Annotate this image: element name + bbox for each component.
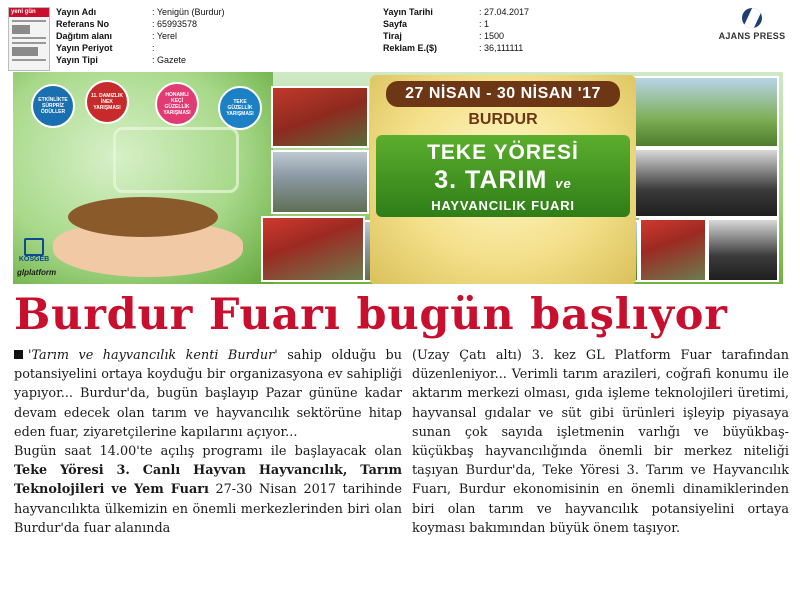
kosgeb-logo-text: KOSGEB	[18, 256, 50, 263]
meta-row	[383, 42, 529, 54]
meta-label: Yayın Periyot	[56, 43, 113, 53]
fair-photo	[639, 218, 707, 282]
publication-info-right	[383, 6, 529, 54]
cow-photo	[625, 76, 779, 148]
meta-label: Yayın Adı	[56, 7, 97, 17]
meta-value: : Yenigün (Burdur)	[152, 7, 225, 17]
article-headline: Burdur Fuarı bugün başlıyor	[14, 290, 728, 340]
meta-row	[56, 18, 225, 30]
meta-label: Sayfa	[383, 19, 408, 29]
article-paragraph: (Uzay Çatı altı) 3. kez GL Platform Fuar tarafından düzenleniyor... Verimli tarım arazileri, coğrafi konumu ile aktarım merkezi olması, gıda işleme teknolojileri üretimi, hayvansal gıdalar ve süt gibi ürünleri işleyip piyasaya sunan çok sayıda işletmenin varlığı ve büyükbaş- küçükbaş hayvancılığında önemli bir merkez niteliği taşıyan Burdur'da, Teke Yöresi 3. Tarım ve Hayvancılık Fuarı, Burdur ekonomisinin en önemli dinamiklerinden biri olan tarım ve hayvancılık potansiyelini ortaya koyması bakımından büyük önem taşıyor.	[412, 348, 789, 536]
fair-name-line1: TEKE YÖRESİ	[427, 141, 579, 164]
meta-value: : 1500	[479, 31, 505, 41]
fair-title-block	[370, 75, 636, 284]
meta-value: : 65993578	[152, 19, 198, 29]
kosgeb-logo	[17, 238, 51, 264]
article-paragraph	[14, 442, 402, 538]
fair-name-line2-suffix: ve	[555, 176, 572, 191]
meta-value: : 36,111111	[479, 43, 524, 53]
meta-value: : Yerel	[152, 31, 178, 41]
kosgeb-logo-icon	[24, 238, 44, 256]
fair-photo	[271, 150, 369, 214]
meta-row	[56, 54, 225, 66]
meta-label: Dağıtım alanı	[56, 31, 113, 41]
ajans-press-logo	[712, 8, 792, 41]
fair-name-line2	[376, 167, 630, 197]
banner-badge: 11. DAMIZLIK İNEK YARIŞMASI	[85, 80, 129, 124]
meta-label: Referans No	[56, 19, 110, 29]
newspaper-thumbnail	[8, 7, 50, 71]
article-text: 27-30 Nisan 2017 tarihinde hayvancılıkta ülkemizin en önemli merkezlerinden biri olan Burdur'da fuar alanında	[14, 482, 402, 536]
meta-row	[383, 18, 529, 30]
paragraph-marker-icon	[14, 350, 23, 359]
tractor-outline-graphic	[113, 127, 239, 193]
fair-name-line2-text: 3. TARIM	[434, 166, 548, 194]
meta-label: Yayın Tarihi	[383, 7, 433, 17]
meta-value: : Gazete	[152, 55, 187, 65]
fair-name-line3: HAYVANCILIK FUARI	[431, 198, 575, 213]
meta-value: : 27.04.2017	[479, 7, 530, 17]
thumbnail-masthead: yeni gün	[9, 8, 49, 17]
meta-label: Yayın Tipi	[56, 55, 98, 65]
brand-name: AJANS PRESS	[718, 31, 786, 41]
meta-value: :	[152, 43, 155, 53]
soil-image	[68, 197, 218, 237]
officials-photo	[625, 148, 779, 218]
fair-dates: 27 NİSAN - 30 NİSAN '17	[386, 81, 620, 107]
fair-photo	[271, 86, 369, 148]
ajans-press-logo-icon	[742, 8, 762, 28]
fair-name-box	[376, 135, 630, 217]
banner-badge: ETKİNLİKTE SÜRPRİZ ÖDÜLLER	[31, 84, 75, 128]
glplatform-logo: glplatform	[17, 268, 57, 277]
meta-value: : 1	[479, 19, 490, 29]
article-column-right	[412, 346, 789, 538]
article-bold-text: Teke Yöresi 3. Canlı Hayvan Hayvancılık, Tarım Teknolojileri ve Yem Fuarı	[14, 463, 402, 498]
article-column-left	[14, 346, 402, 538]
fair-photo	[261, 216, 365, 282]
meta-label: Tiraj	[383, 31, 402, 41]
meta-row	[56, 6, 225, 18]
meta-row	[383, 30, 529, 42]
banner-badge: TEKE GÜZELLİK YARIŞMASI	[218, 86, 262, 130]
publication-info-left	[56, 6, 225, 66]
meta-row	[56, 30, 225, 42]
fair-banner-image	[13, 72, 783, 284]
meta-row	[56, 42, 225, 54]
fair-photo	[707, 218, 779, 282]
article-paragraph	[14, 346, 402, 442]
article-text: sahip olduğu bu potansiyelini ortaya koyduğu bir organizasyona ev sahipliği yapıyor... Burdur'da, bugün başlayıp Pazar gününe kadar devam edecek olan tarım ve hayvancılık sektörüne hitap eden fuar, ziyaretçilerine kapılarını açıyor...	[14, 348, 402, 440]
article-lead: 'Tarım ve hayvancılık kenti Burdur'	[28, 348, 278, 363]
banner-badge: HONAMLI KEÇİ GÜZELLİK YARIŞMASI	[155, 82, 199, 126]
fair-city: BURDUR	[468, 111, 538, 128]
article-text: Bugün saat 14.00'te açılış programı ile başlayacak olan	[14, 444, 402, 460]
meta-row	[383, 6, 529, 18]
meta-label: Reklam E.($)	[383, 43, 438, 53]
